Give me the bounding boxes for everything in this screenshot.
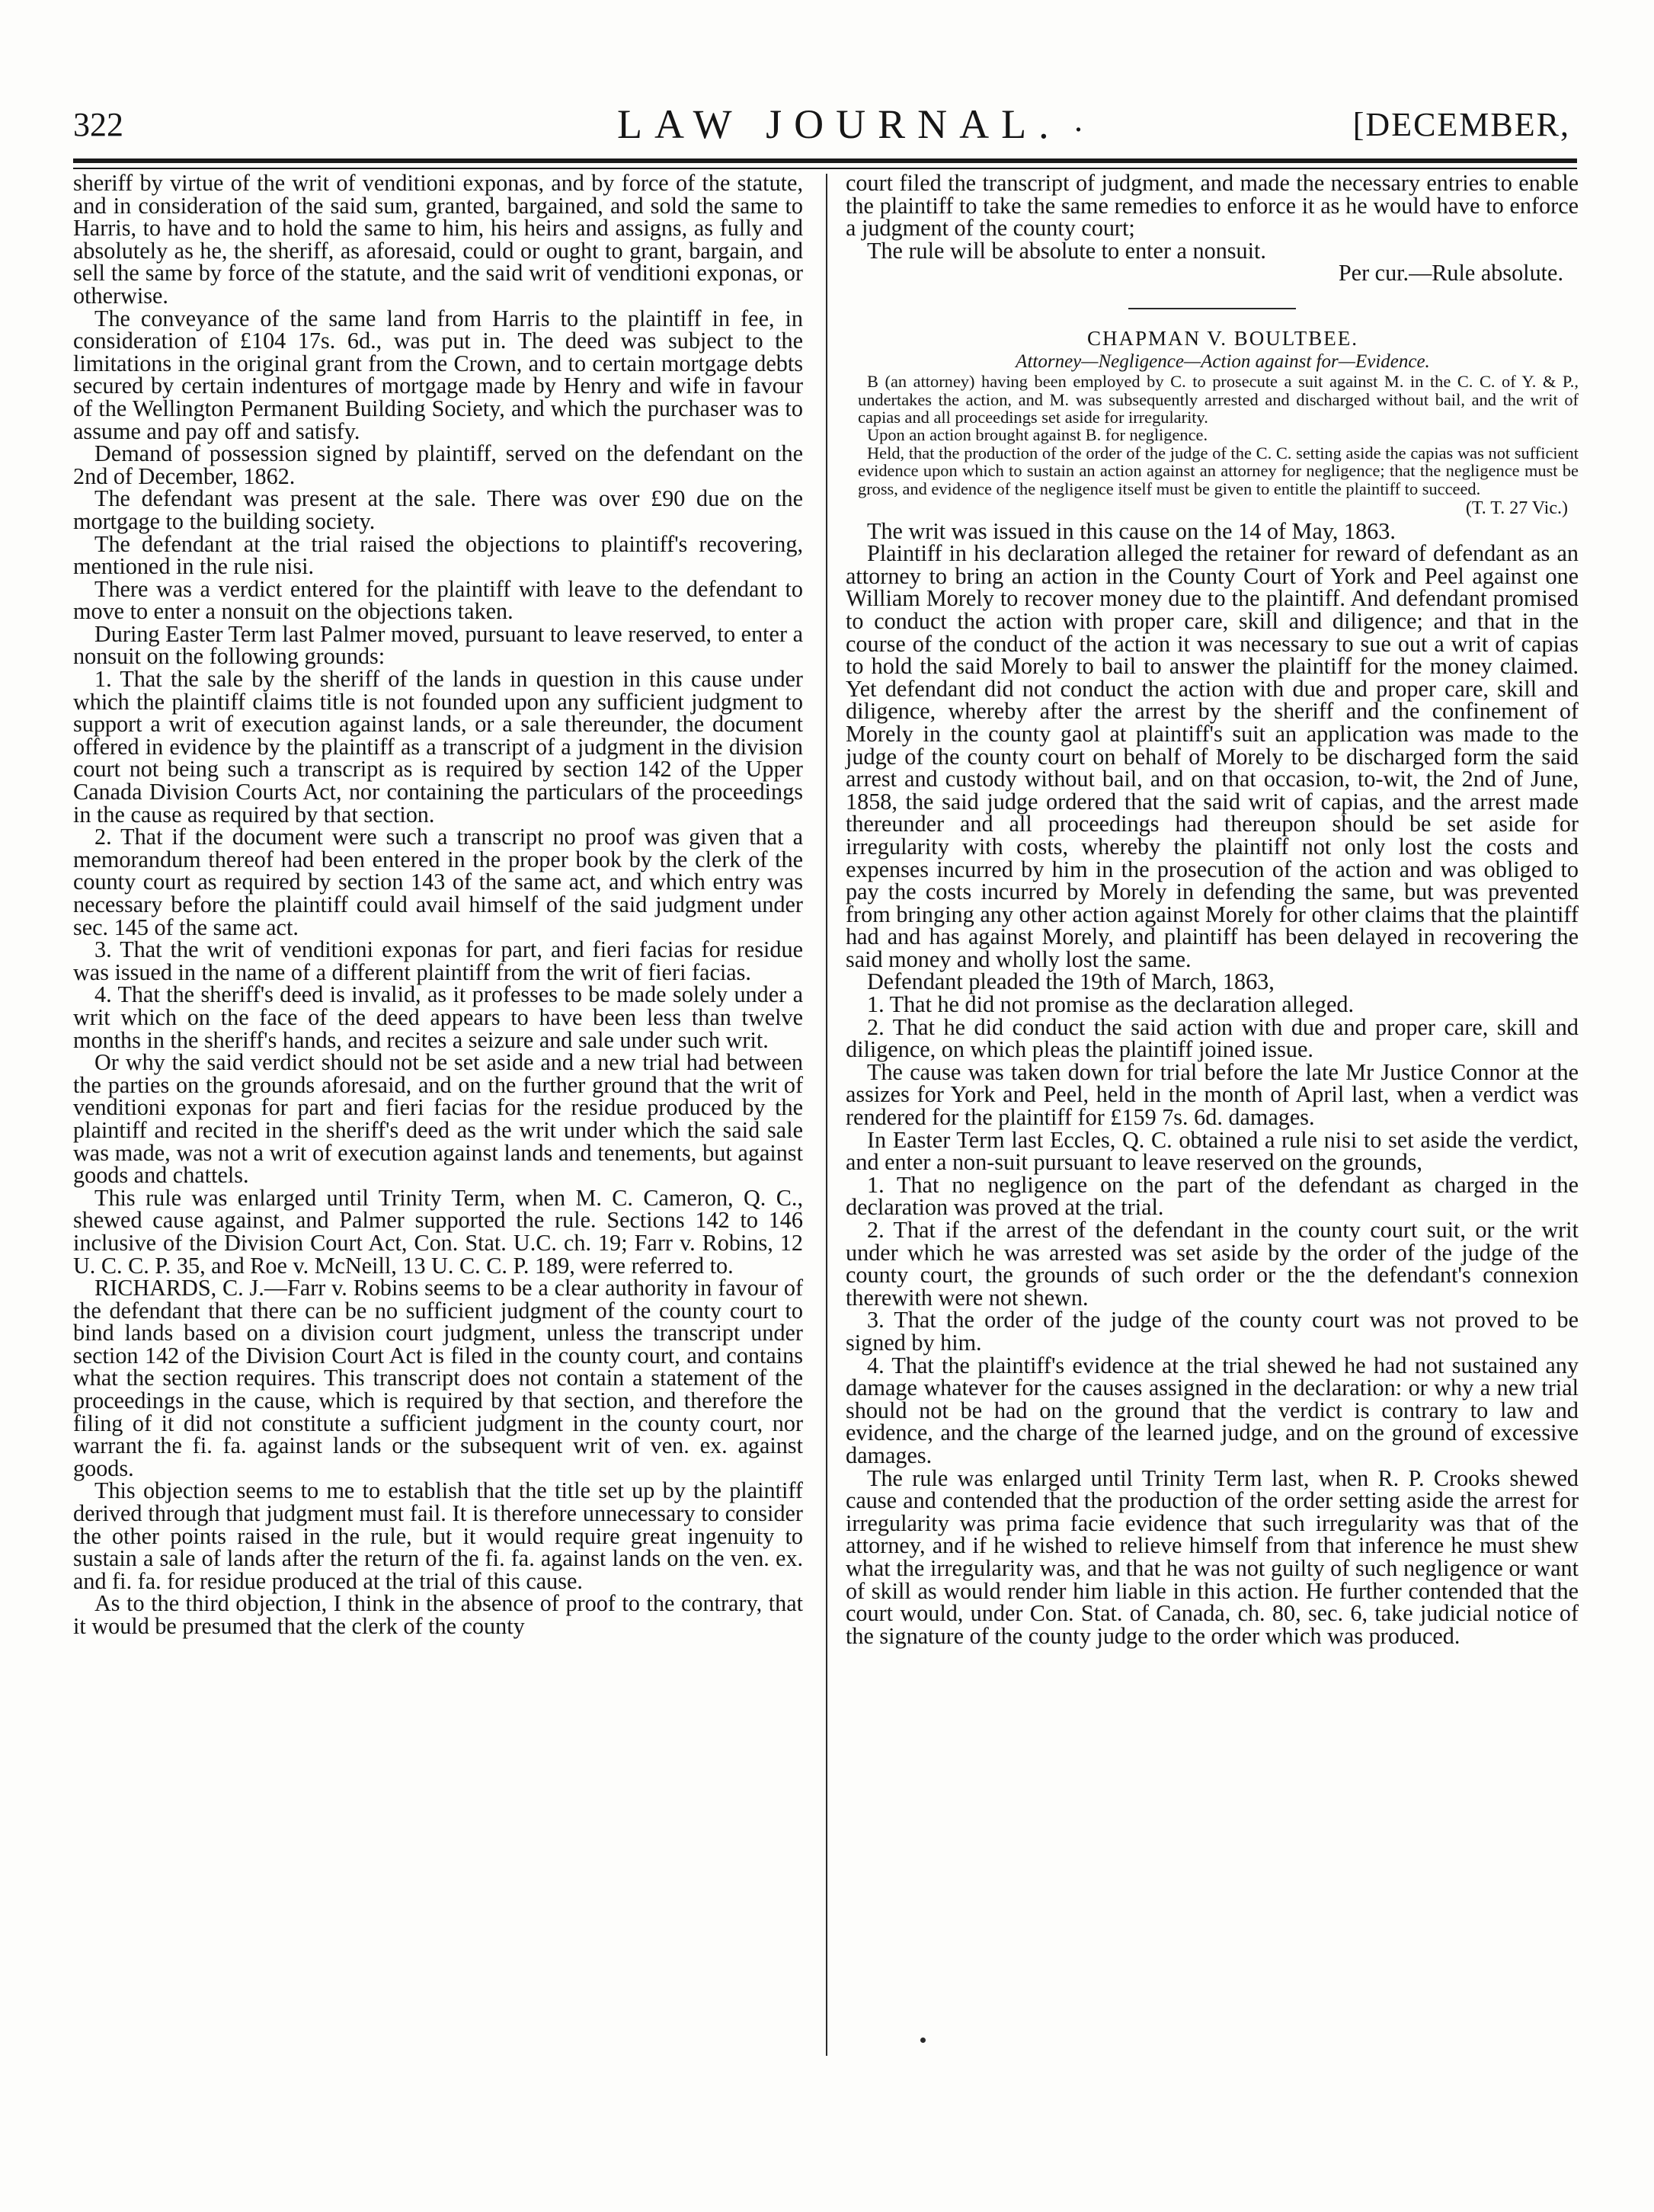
paragraph: 4. That the plaintiff's evidence at the trial shewed he had not sustained any damage whatever for the causes assigned in the declaration: or why a new trial should not be had on the ground that the verdict is contrary to law and evidence, and the charge of the learned judge, and on the ground of excessive damages.	[846, 1352, 1579, 1468]
page-number: 322	[73, 106, 123, 143]
case-subtitle: Attorney—Negligence—Action against for—Evidence.	[1016, 351, 1430, 372]
paragraph: This rule was enlarged until Trinity Term, when M. C. Cameron, Q. C., shewed cause against, and Palmer supported the rule. Sections 142 to 146 inclusive of the Division Court Act, Con. Stat. U.C. ch. 19; Farr v. Robins, 12 U. C. C. P. 35, and Roe v. McNeill, 13 U. C. C. P. 189, were referred to.	[73, 1184, 803, 1279]
paragraph: RICHARDS, C. J.—Farr v. Robins seems to be a clear authority in favour of the defendant that there can be no sufficient judgment of the county court to bind lands based on a division court judgment, unless the transcript under section 142 of the Division Court Act is filed in the county court, and contains what the section requires. This transcript does not contain a statement of the proceedings in the cause, which is required by that section, and therefore the filing of it did not constitute a sufficient judgment in the county court, nor warrant the fi. fa. against lands or the subsequent writ of ven. ex. against goods.	[73, 1275, 803, 1481]
journal-title: LAW JOURNAL.	[617, 101, 1061, 147]
paragraph: Defendant pleaded the 19th of March, 1863,	[867, 968, 1275, 995]
paragraph: 2. That he did conduct the said action with due and proper care, skill and diligence, on which pleas the plaintiff joined issue.	[846, 1013, 1579, 1063]
right-column	[846, 172, 1579, 1647]
paragraph: 2. That if the document were such a transcript no proof was given that a memorandum thereof had been entered in the proper book by the clerk of the county court as required by section 143 of the same act, and which entry was necessary before the plaintiff could avail himself of the said judgment under sec. 145 of the same act.	[73, 824, 803, 940]
headnote-text: Upon an action brought against B. for negligence.	[867, 425, 1208, 445]
paragraph: Plaintiff in his declaration alleged the retainer for reward of defendant as an attorney to bring an action in the County Court of York and Peel against one William Morely to recover money due to the plaintiff. And defendant promised to conduct the action with proper care, skill and diligence; and that in the course of the conduct of the action it was necessary to sue out a writ of capias to hold the said Morely to bail to answer the plaintiff for the money claimed. Yet defendant did not conduct the action with due and proper care, skill and diligence, whereby after the arrest by the sheriff and the confinement of Morely in the county gaol at plaintiff's suit an application was made to the judge of the county court on behalf of Morely to be discharged form the said arrest and custody without bail, and on that occasion, to-wit, the 2nd of June, 1858, the said judge ordered that the said writ of capias, and the arrest made thereunder and all proceedings had thereupon should be set aside for irregularity with costs, whereby the plaintiff not only lost the costs and expenses incurred by him in the prosecution of the action and was obliged to pay the costs incurred by Morely in defending the same, but was prevented from bringing any other action against Morely for other claims that the plaintiff had and has against Morely, and plaintiff has been delayed in recovering the said money and wholly lost the same.	[846, 540, 1579, 972]
paragraph: There was a verdict entered for the plaintiff with leave to the defendant to move to enter a nonsuit on the objections taken.	[73, 575, 803, 625]
paragraph: 1. That no negligence on the part of the defendant as charged in the declaration was proved at the trial.	[846, 1171, 1579, 1221]
paragraph: The writ was issued in this cause on the 14 of May, 1863.	[867, 517, 1396, 544]
paragraph: Or why the said verdict should not be set aside and a new trial had between the parties on the grounds aforesaid, and on the further ground that the writ of venditioni exponas for part and fieri facias for the residue produced by the plaintiff and recited in the sheriff's deed as the writ under which the said sale was made, was not a writ of execution against lands and tenements, but against goods and chattels.	[73, 1049, 803, 1189]
paragraph: 3. That the writ of venditioni exponas for part, and fieri facias for residue was issued in the name of a different plaintiff from the writ of fieri facias.	[73, 936, 803, 985]
headnote-text: Held, that the production of the order of the judge of the C. C. setting aside the capias was not sufficient evidence upon which to sustain an action against an attorney for negligence; that the negligence must be gross, and evidence of the negligence itself must be given to entitle the plaintiff to succeed.	[858, 443, 1579, 498]
paragraph: 3. That the order of the judge of the county court was not proved to be signed by him.	[846, 1307, 1579, 1356]
paragraph: 1. That he did not promise as the declaration alleged.	[867, 991, 1355, 1018]
paragraph: In Easter Term last Eccles, Q. C. obtained a rule nisi to set aside the verdict, and enter a non-suit pursuant to leave reserved on the grounds,	[846, 1126, 1579, 1176]
headnote	[846, 373, 1579, 426]
paragraph: 4. That the sheriff's deed is invalid, as it professes to be made solely under a writ which on the face of the deed appears to have been less than twelve months in the sheriff's hands, and recites a seizure and sale under such writ.	[73, 981, 803, 1053]
case-title: CHAPMAN V. BOULTBEE.	[1086, 326, 1359, 350]
header-mark: .	[1074, 101, 1083, 139]
paragraph: The rule was enlarged until Trinity Term last, when R. P. Crooks shewed cause and contended that the production of the order setting aside the arrest for irregularity was prima facie evidence that such irregularity was that of the attorney, and if he wished to relieve himself from that inference he must shew what the irregularity was, and that he was not guilty of such negligence or want of skill as would render him liable in this action. He further contended that the court would, under Con. Stat. of Canada, ch. 80, sec. 6, take judicial notice of the signature of the county judge to the order which was produced.	[846, 1465, 1579, 1649]
headnote	[846, 426, 1579, 443]
header-rule-thick	[73, 158, 1577, 163]
case-separator-rule	[1128, 308, 1296, 309]
paragraph: The rule will be absolute to enter a nonsuit.	[867, 237, 1266, 264]
paragraph: During Easter Term last Palmer moved, pursuant to leave reserved, to enter a nonsuit on the following grounds:	[73, 620, 803, 670]
month-label: [DECEMBER,	[1352, 106, 1570, 143]
paragraph: The defendant was present at the sale. There was over £90 due on the mortgage to the building society.	[73, 485, 803, 534]
headnote-citation: (T. T. 27 Vic.)	[1465, 498, 1568, 518]
paragraph: The defendant at the trial raised the objections to plaintiff's recovering, mentioned in the rule nisi.	[73, 530, 803, 580]
headnote-text: B (an attorney) having been employed by C. to prosecute a suit against M. in the C. C. of Y. & P., undertakes the action, and M. was subsequently arrested and discharged without bail, and the writ of capias and all proceedings set aside for irregularity.	[858, 372, 1579, 427]
paragraph: The conveyance of the same land from Harris to the plaintiff in fee, in consideration of £104 17s. 6d., was put in. The deed was subject to the limitations in the original grant from the Crown, and to certain mortgage debts secured by certain indentures of mortgage made by Henry and wife in favour of the Wellington Permanent Building Society, and which the purchaser was to assume and pay off and satisfy.	[73, 305, 803, 444]
paragraph: As to the third objection, I think in the absence of proof to the contrary, that it would be presumed that the clerk of the county	[73, 1590, 803, 1639]
case-signoff: Per cur.—Rule absolute.	[1338, 260, 1563, 287]
paragraph: 1. That the sale by the sheriff of the lands in question in this cause under which the plaintiff claims title is not founded upon any sufficient judgment to support a writ of execution against lands, or a sale thereunder, the document offered in evidence by the plaintiff as a transcript of a judgment in the division court not being such a transcript as is required by section 142 of the Upper Canada Division Courts Act, nor containing the particulars of the proceedings in the cause as required by that section.	[73, 666, 803, 827]
ink-dot	[920, 2038, 926, 2043]
left-column	[73, 172, 803, 1638]
paragraph: The cause was taken down for trial before the late Mr Justice Connor at the assizes for York and Peel, held in the month of April last, when a verdict was rendered for the plaintiff for £159 7s. 6d. damages.	[846, 1058, 1579, 1131]
paragraph: Demand of possession signed by plaintiff, served on the defendant on the 2nd of December, 1862.	[73, 440, 803, 489]
paragraph: sheriff by virtue of the writ of venditioni exponas, and by force of the statute, and in consideration of the said sum, granted, bargained, and sold the same to Harris, to have and to hold the same to him, his heirs and assigns, as fully and absolutely as he, the sheriff, as aforesaid, could or ought to grant, bargain, and sell the same by force of the statute, and the said writ of venditioni exponas, or otherwise.	[73, 170, 803, 309]
header-rule-thin	[73, 168, 1577, 169]
paragraph: This objection seems to me to establish that the title set up by the plaintiff derived through that judgment must fail. It is therefore unnecessary to consider the other points raised in the rule, but it would require great ingenuity to sustain a sale of lands after the return of the fi. fa. against lands on the ven. ex. and fi. fa. for residue produced at the trial of this cause.	[73, 1477, 803, 1594]
headnote	[846, 444, 1579, 498]
paragraph: 2. That if the arrest of the defendant in the county court suit, or the writ under which he was arrested was set aside by the order of the judge of the county court, the grounds of such order or the the defendant's connexion therewith were not shewn.	[846, 1217, 1579, 1311]
column-separator	[826, 174, 827, 2056]
paragraph: court filed the transcript of judgment, and made the necessary entries to enable the plaintiff to take the same remedies to enforce it as he would have to enforce a judgment of the county court;	[846, 170, 1579, 242]
